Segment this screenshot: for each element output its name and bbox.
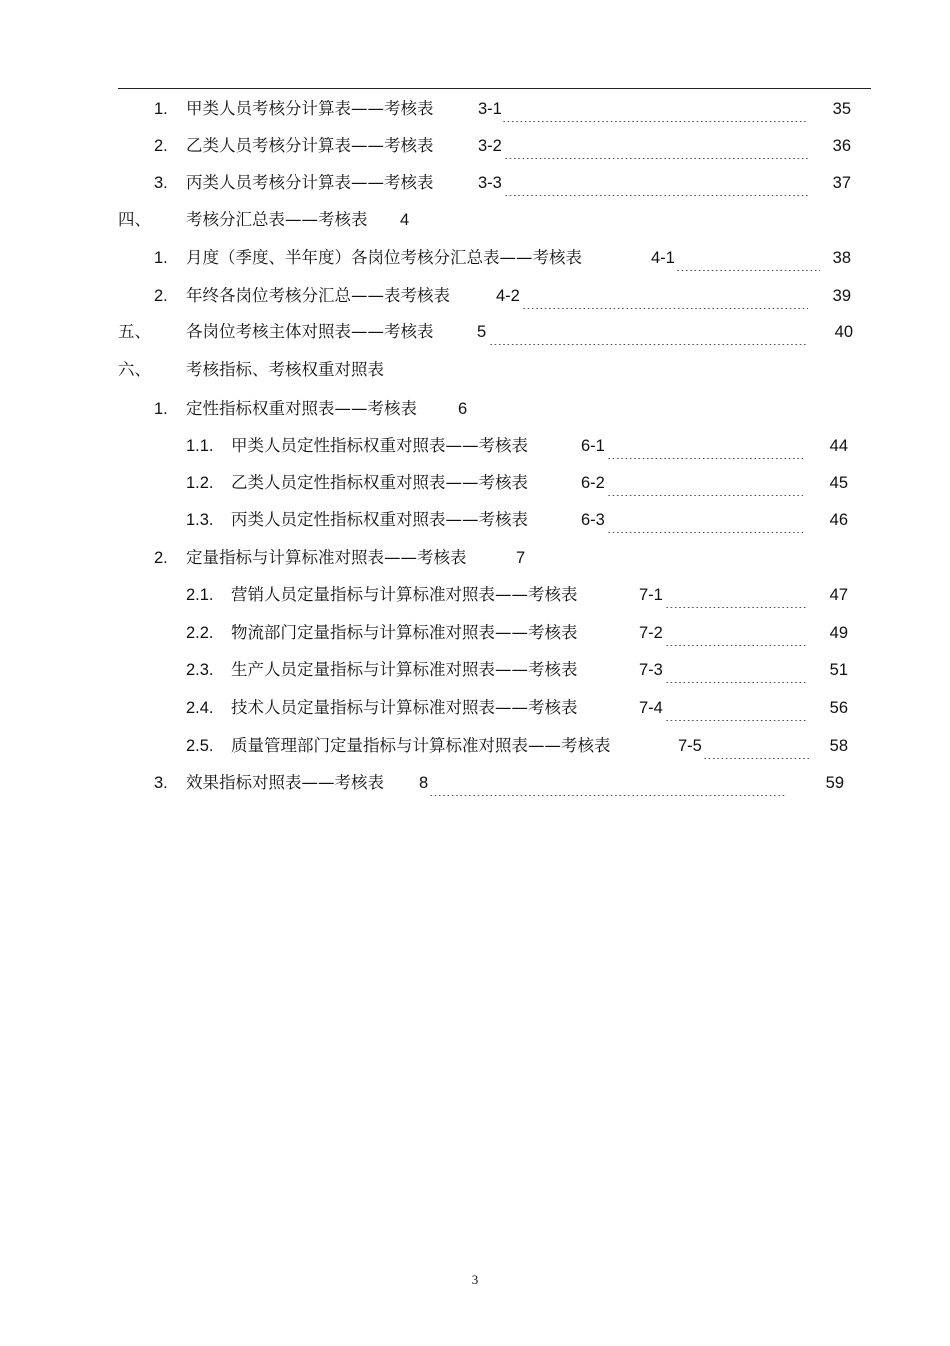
toc-entry[interactable] [0, 582, 950, 608]
toc-entry[interactable] [0, 733, 950, 759]
toc-entry[interactable] [0, 433, 950, 459]
toc-leader-dots [504, 133, 808, 159]
toc-entry-number: 1.2. [186, 474, 214, 492]
toc-entry-page: 46 [829, 511, 848, 529]
toc-leader-dots [489, 319, 808, 345]
toc-entry-title: 丙类人员定性指标权重对照表——考核表 [231, 510, 528, 529]
toc-entry[interactable] [0, 620, 950, 646]
toc-entry-number: 1.3. [186, 511, 214, 529]
toc-entry-title: 各岗位考核主体对照表——考核表 [186, 322, 434, 341]
toc-leader-dots [703, 733, 811, 759]
toc-entry-ref: 3-1 [478, 100, 502, 118]
toc-entry-page: 38 [832, 249, 851, 267]
toc-entry-number: 2. [154, 549, 168, 567]
toc-entry-ref: 4-1 [651, 249, 675, 267]
toc-leader-dots [665, 695, 807, 721]
toc-entry-title: 生产人员定量指标与计算标准对照表——考核表 [231, 660, 578, 679]
toc-entry-number: 2.4. [186, 699, 214, 717]
toc-entry-number: 2.2. [186, 624, 214, 642]
toc-entry-number: 2.1. [186, 586, 214, 604]
toc-entry-number: 1. [154, 400, 168, 418]
toc-entry-page: 35 [832, 100, 851, 118]
toc-entry-title: 质量管理部门定量指标与计算标准对照表——考核表 [231, 736, 611, 755]
toc-entry-number: 3. [154, 774, 168, 792]
toc-entry-page: 49 [829, 624, 848, 642]
toc-entry[interactable] [0, 207, 950, 233]
toc-entry-page: 37 [832, 174, 851, 192]
toc-entry-number: 四、 [118, 211, 151, 229]
toc-entry-ref: 5 [477, 323, 487, 341]
toc-leader-dots [502, 96, 808, 122]
toc-entry-ref: 4 [400, 211, 410, 229]
toc-entry-title: 年终各岗位考核分汇总——表考核表 [186, 286, 450, 305]
toc-entry-page: 58 [829, 737, 848, 755]
toc-entry-number: 1.1. [186, 437, 214, 455]
toc-entry-title: 定性指标权重对照表——考核表 [186, 399, 417, 418]
toc-entry[interactable] [0, 319, 950, 345]
page-number: 3 [471, 1272, 479, 1287]
toc-entry-title: 考核分汇总表——考核表 [186, 210, 368, 229]
toc-leader-dots [665, 582, 807, 608]
toc-leader-dots [665, 657, 807, 683]
toc-entry-number: 六、 [118, 361, 151, 379]
toc-entry-ref: 8 [419, 774, 429, 792]
toc-entry[interactable] [0, 283, 950, 309]
toc-entry[interactable] [0, 545, 950, 571]
toc-entry[interactable] [0, 657, 950, 683]
toc-entry-ref: 7-3 [639, 661, 663, 679]
toc-entry-page: 56 [829, 699, 848, 717]
toc-entry-title: 定量指标与计算标准对照表——考核表 [186, 548, 467, 567]
toc-entry-page: 44 [829, 437, 848, 455]
toc-entry[interactable] [0, 507, 950, 533]
toc-entry-page: 59 [825, 774, 844, 792]
toc-entry-number: 2. [154, 137, 168, 155]
toc-entry-page: 51 [829, 661, 848, 679]
toc-entry-number: 2.3. [186, 661, 214, 679]
toc-entry-title: 物流部门定量指标与计算标准对照表——考核表 [231, 623, 578, 642]
toc-entry[interactable] [0, 770, 950, 796]
toc-leader-dots [665, 620, 807, 646]
toc-entry-title: 乙类人员考核分计算表——考核表 [186, 136, 434, 155]
toc-entry-number: 五、 [118, 323, 151, 341]
toc-entry-title: 考核指标、考核权重对照表 [186, 360, 384, 379]
toc-entry-title: 甲类人员定性指标权重对照表——考核表 [231, 436, 528, 455]
toc-entry-title: 甲类人员考核分计算表——考核表 [186, 99, 434, 118]
toc-entry[interactable] [0, 96, 950, 122]
toc-entry-ref: 6-1 [581, 437, 605, 455]
toc-entry-ref: 6-3 [581, 511, 605, 529]
toc-entry[interactable] [0, 170, 950, 196]
toc-entry-ref: 6 [458, 400, 468, 418]
toc-entry-ref: 7 [516, 549, 526, 567]
toc-entry[interactable] [0, 357, 950, 383]
toc-entry-page: 40 [834, 323, 853, 341]
toc-entry-title: 丙类人员考核分计算表——考核表 [186, 173, 434, 192]
toc-leader-dots [607, 433, 803, 459]
toc-leader-dots [522, 283, 808, 309]
toc-entry-title: 效果指标对照表——考核表 [186, 773, 384, 792]
toc-entry-ref: 7-4 [639, 699, 663, 717]
toc-entry-ref: 7-2 [639, 624, 663, 642]
toc-entry-number: 2.5. [186, 737, 214, 755]
toc-entry-title: 营销人员定量指标与计算标准对照表——考核表 [231, 585, 578, 604]
toc-entry-page: 39 [832, 287, 851, 305]
toc-leader-dots [607, 470, 803, 496]
toc-entry-number: 2. [154, 287, 168, 305]
toc-entry-ref: 7-1 [639, 586, 663, 604]
toc-entry-number: 1. [154, 100, 168, 118]
toc-entry[interactable] [0, 133, 950, 159]
toc-entry[interactable] [0, 695, 950, 721]
toc-entry[interactable] [0, 396, 950, 422]
toc-leader-dots [676, 245, 820, 271]
toc-entry-title: 月度（季度、半年度）各岗位考核分汇总表——考核表 [186, 248, 582, 267]
toc-entry-ref: 6-2 [581, 474, 605, 492]
toc-entry-page: 47 [829, 586, 848, 604]
header-rule [118, 88, 871, 89]
toc-entry-number: 1. [154, 249, 168, 267]
toc-entry-page: 36 [832, 137, 851, 155]
toc-entry-page: 45 [829, 474, 848, 492]
toc-entry-number: 3. [154, 174, 168, 192]
toc-entry-ref: 4-2 [496, 287, 520, 305]
toc-entry-ref: 3-3 [478, 174, 502, 192]
toc-leader-dots [429, 770, 787, 796]
toc-entry-ref: 7-5 [678, 737, 702, 755]
toc-entry-ref: 3-2 [478, 137, 502, 155]
toc-entry[interactable] [0, 470, 950, 496]
toc-leader-dots [504, 170, 808, 196]
toc-entry-title: 技术人员定量指标与计算标准对照表——考核表 [231, 698, 578, 717]
toc-leader-dots [607, 507, 803, 533]
toc-entry-title: 乙类人员定性指标权重对照表——考核表 [231, 473, 528, 492]
toc-entry[interactable] [0, 245, 950, 271]
